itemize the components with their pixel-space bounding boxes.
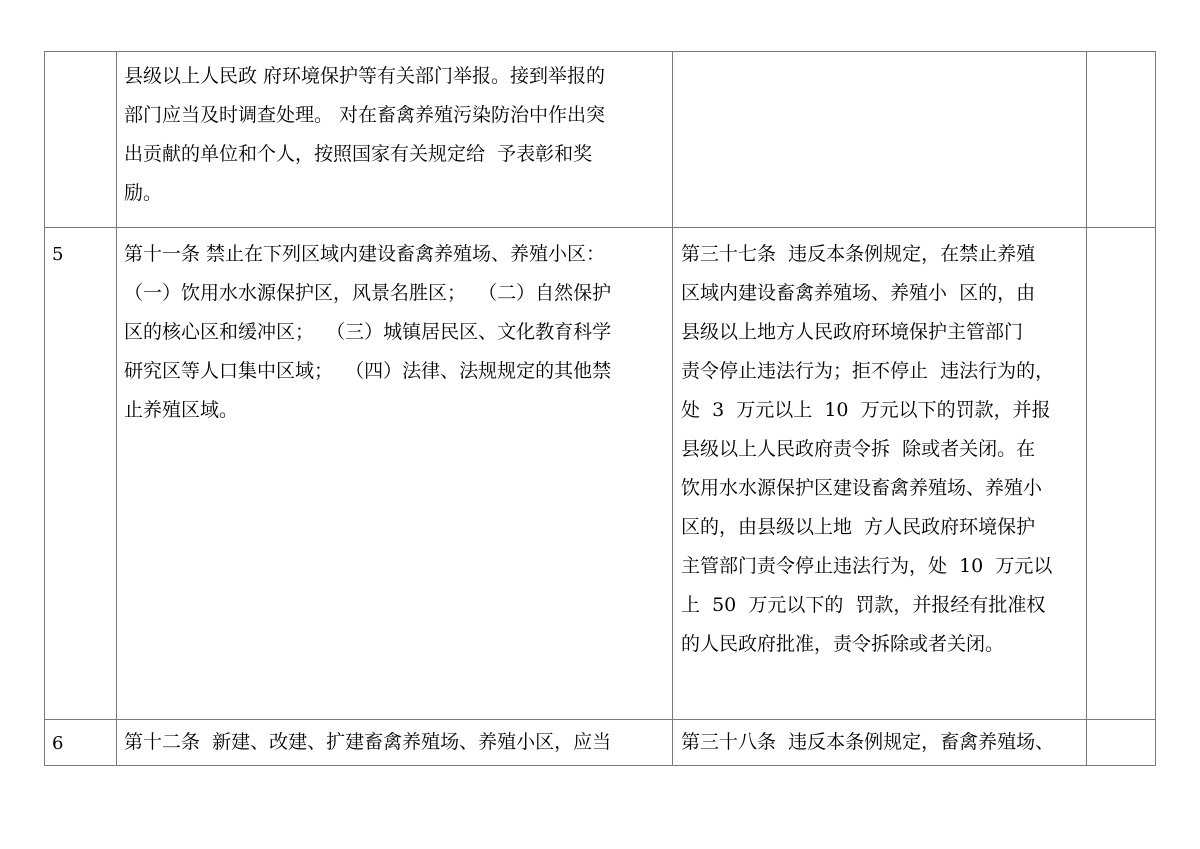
text-line: 县级以上地方人民政府环境保护主管部门 (681, 321, 1024, 343)
row-number: 5 (52, 244, 64, 265)
text-line: 区的核心区和缓冲区； （三）城镇居民区、文化教育科学 (124, 321, 612, 343)
text-line: 研究区等人口集中区域； （四）法律、法规规定的其他禁 (124, 360, 612, 382)
column-divider (44, 51, 45, 766)
text-line: 区的，由县级以上地 方人民政府环境保护 (681, 516, 1036, 538)
column-divider (1155, 51, 1156, 766)
text-line: 出贡献的单位和个人，按照国家有关规定给 予表彰和奖 (124, 143, 593, 165)
row-divider (44, 765, 1156, 766)
penalty-cell (681, 723, 1083, 762)
text-line: 上 50 万元以下的 罚款，并报经有批准权 (681, 594, 1046, 616)
text-line: 区域内建设畜禽养殖场、养殖小 区的，由 (681, 282, 1036, 304)
provision-cell (124, 723, 669, 762)
row-divider (44, 719, 1156, 720)
penalty-cell (681, 235, 1083, 664)
row-divider (44, 51, 1156, 52)
text-line: 县级以上人民政 府环境保护等有关部门举报。接到举报的 (124, 65, 606, 87)
text-line: 止养殖区域。 (124, 399, 239, 421)
regulation-table (44, 51, 1156, 766)
column-divider (672, 51, 673, 766)
text-line: 第十一条 禁止在下列区域内建设畜禽养殖场、养殖小区： (124, 243, 606, 265)
text-line: 处 3 万元以上 10 万元以下的罚款，并报 (681, 399, 1051, 421)
text-line: 主管部门责令停止违法行为，处 10 万元以 (681, 555, 1053, 577)
text-line: 部门应当及时调查处理。 对在畜禽养殖污染防治中作出突 (124, 104, 606, 126)
provision-cell (124, 235, 669, 430)
column-divider (1086, 51, 1087, 766)
text-line: 的人民政府批准，责令拆除或者关闭。 (681, 633, 1005, 655)
text-line: 县级以上人民政府责令拆 除或者关闭。在 (681, 438, 1036, 460)
text-line: 第三十八条 违反本条例规定，畜禽养殖场、 (681, 731, 1055, 753)
provision-cell (124, 57, 669, 213)
text-line: 责令停止违法行为；拒不停止 违法行为的， (681, 360, 1055, 382)
text-line: （一）饮用水水源保护区，风景名胜区； （二）自然保护 (124, 282, 612, 304)
row-divider (44, 227, 1156, 228)
text-line: 第三十七条 违反本条例规定，在禁止养殖 (681, 243, 1036, 265)
row-number: 6 (52, 733, 64, 754)
text-line: 励。 (124, 182, 163, 204)
text-line: 饮用水水源保护区建设畜禽养殖场、养殖小 (681, 477, 1043, 499)
text-line: 第十二条 新建、改建、扩建畜禽养殖场、养殖小区，应当 (124, 731, 612, 753)
column-divider (116, 51, 117, 766)
